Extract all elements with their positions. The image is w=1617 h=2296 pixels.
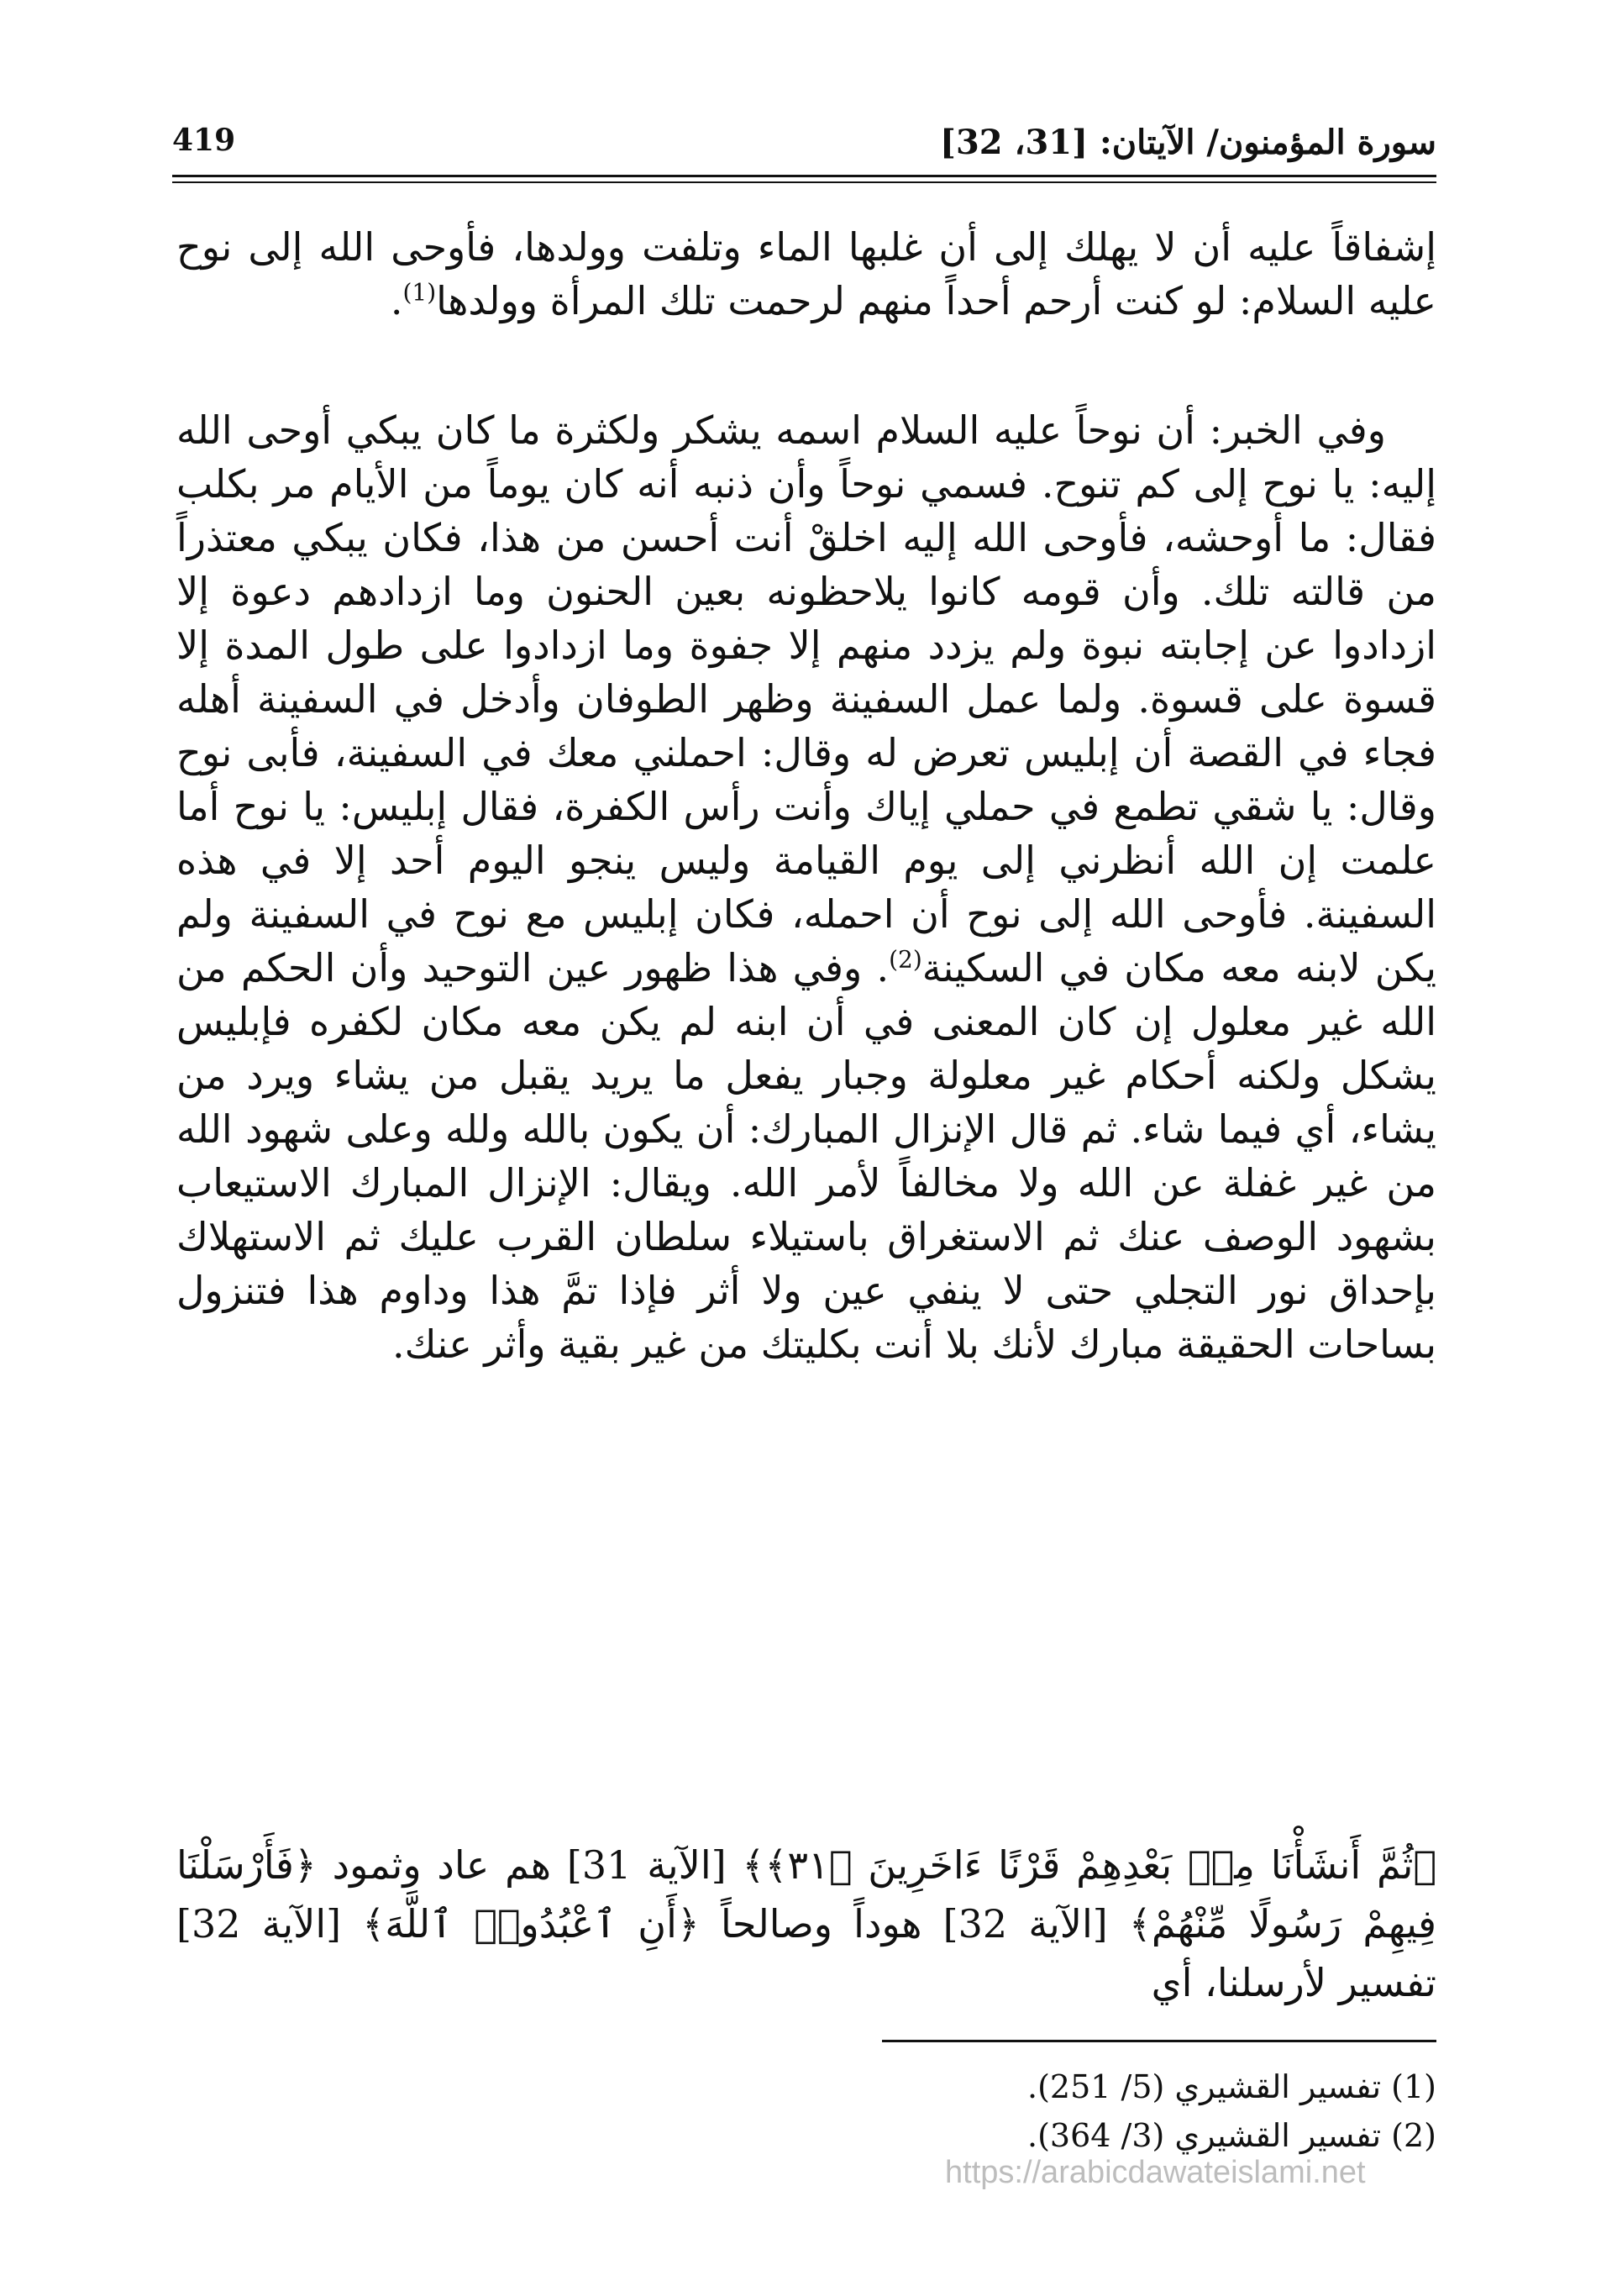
footnote-number: (2) xyxy=(1391,2117,1436,2154)
paragraph-1-end: . xyxy=(390,278,403,323)
paragraph-2-text: وفي الخبر: أن نوحاً عليه السلام اسمه يشكر ولكثرة ما كان يبكي أوحى الله إليه: يا نوح إلى كم تنوح. فسمي نوحاً وأن ذنبه أنه كان يوماً من الأيام مر بكلب فقال: ما أوحشه، فأوحى الله إليه اخلقْ أنت أحسن من هذا، فكان يبكي معتذراً من قالته تلك. وأن قومه كانوا يلاحظونه بعين الحنون وما ازدادهم دعوة إلا ازدادوا عن إجابته نبوة ولم يزدد منهم إلا جفوة وما ازدادوا على طول المدة إلا قسوة على قسوة. ولما عمل السفينة وظهر الطوفان وأدخل في السفينة أهله فجاء في القصة أن إبليس تعرض له وقال: احملني معك في السفينة، فأبى نوح وقال: يا شقي تطمع في حملي إياك وأنت رأس الكفرة، فقال إبليس: يا نوح أما علمت إن الله أنظرني إلى يوم القيامة وليس ينجو اليوم أحد إلا في هذه السفينة. فأوحى الله إلى نوح أن احمله، فكان إبليس مع نوح في السفينة ولم يكن لابنه معه مكان في السكينة xyxy=(176,407,1436,990)
footnote-text: تفسير القشيري (5/ 251). xyxy=(1026,2068,1382,2105)
running-header xyxy=(172,118,1436,168)
quran-verse-1: ﴿ثُمَّ أَنشَأْنَا مِنۢ بَعْدِهِمْ قَرْنًا ءَاخَرِينَ ﴿٣١﴾﴾ xyxy=(742,1842,1437,1888)
surah-title: سورة المؤمنون/ الآيتان: [31، 32] xyxy=(940,123,1436,162)
footnote-2 xyxy=(176,2111,1436,2160)
quran-verse-3: ﴿أَنِ ٱعْبُدُوا۟ ٱللَّهَ﴾ xyxy=(362,1901,700,1947)
footnote-ref-1[interactable]: (1) xyxy=(402,278,437,307)
footnote-separator xyxy=(882,2040,1436,2042)
paragraph-3 xyxy=(176,1836,1436,2012)
watermark-url: https://arabicdawateislami.net xyxy=(945,2155,1366,2190)
footnote-text: تفسير القشيري (3/ 364). xyxy=(1026,2117,1382,2154)
page-number: 419 xyxy=(172,123,236,158)
footnotes xyxy=(176,2062,1436,2160)
paragraph-2-text-after: . وفي هذا ظهور عين التوحيد وأن الحكم من الله غير معلول إن كان المعنى في أن ابنه لم يكن معه مكان لكفره فإبليس يشكل ولكنه أحكام غير معلولة وجبار يفعل ما يريد يقبل من يشاء ويرد من يشاء، أي فيما شاء. ثم قال الإنزال المبارك: أن يكون بالله ولله وعلى شهود الله من غير غفلة عن الله ولا مخالفاً لأمر الله. ويقال: الإنزال المبارك الاستيعاب بشهود الوصف عنك ثم الاستغراق باستيلاء سلطان القرب عليك ثم الاستهلاك بإحداق نور التجلي حتى لا ينفي عين ولا أثر فإذا تمَّ هذا وداوم هذا فتنزول بساحات الحقيقة مبارك لأنك بلا أنت بكليتك من غير بقية وأثر عنك. xyxy=(176,945,1436,1367)
commentary-3: [الآية 32] تفسير لأرسلنا، أي xyxy=(176,1901,1436,2005)
footnote-1 xyxy=(176,2062,1436,2111)
commentary-2: [الآية 32] هوداً وصالحاً xyxy=(699,1901,1129,1947)
quran-verse-2: ﴿فَأَرْسَلْنَا فِيهِمْ رَسُولًا مِّنْهُمْ﴾ xyxy=(176,1842,1437,1947)
footnote-number: (1) xyxy=(1391,2068,1436,2105)
footnote-ref-2[interactable]: (2) xyxy=(889,945,922,974)
paragraph-1-text: إشفاقاً عليه أن لا يهلك إلى أن غلبها الماء وتلفت وولدها، فأوحى الله إلى نوح عليه السلام: لو كنت أرحم أحداً منهم لرحمت تلك المرأة وولدها xyxy=(176,224,1436,323)
paragraph-1 xyxy=(176,220,1436,328)
header-rule xyxy=(172,175,1436,183)
commentary-1: [الآية 31] هم عاد وثمود xyxy=(316,1842,743,1888)
paragraph-2 xyxy=(176,403,1436,1371)
